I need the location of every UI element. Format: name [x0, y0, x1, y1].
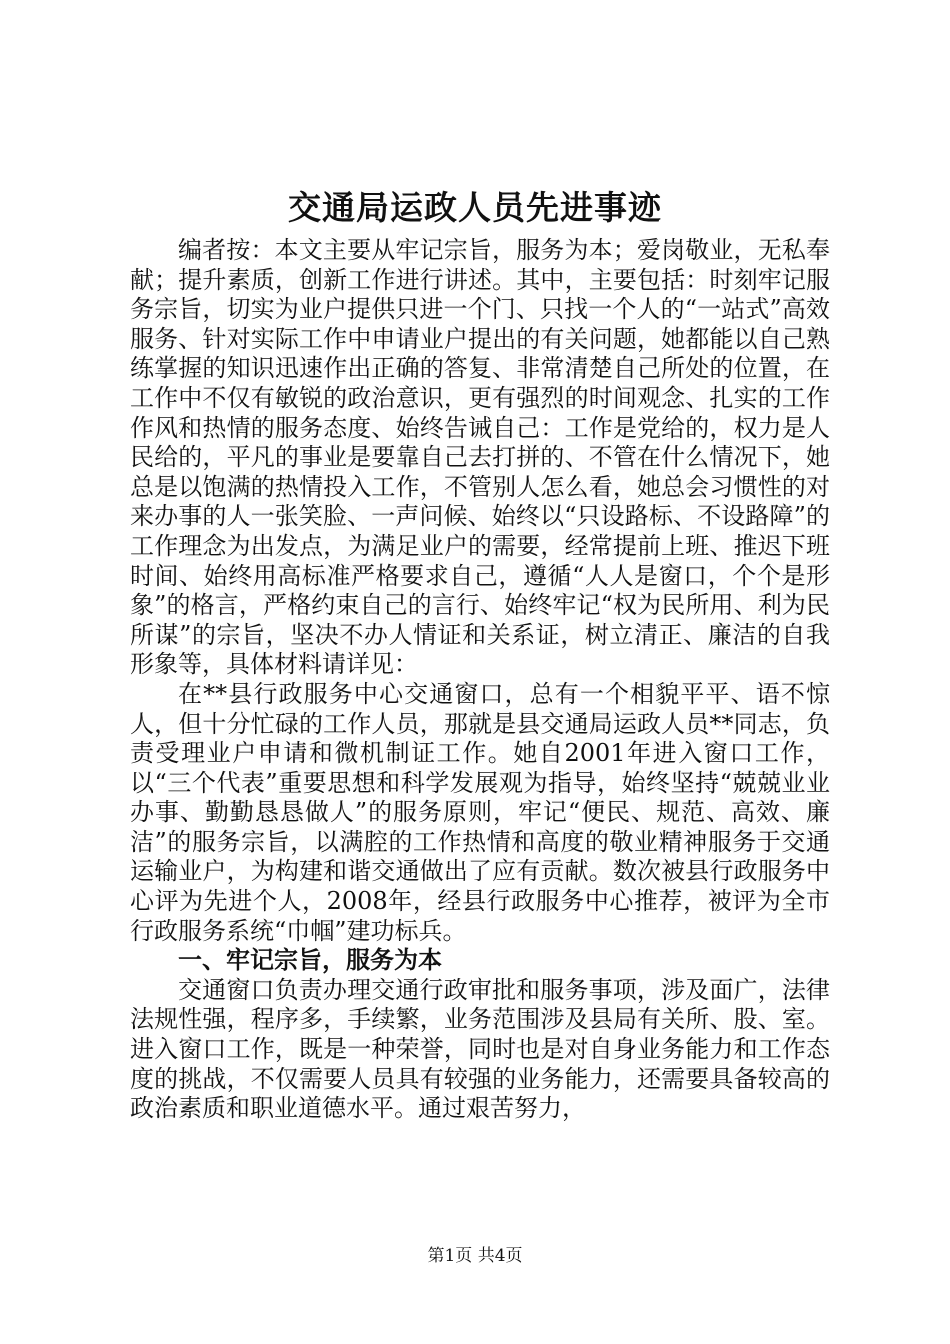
page-footer: 第1页 共4页: [427, 1246, 523, 1266]
document-body: [130, 236, 830, 1124]
intro-paragraph: 在**县行政服务中心交通窗口，总有一个相貌平平、语不惊人，但十分忙碌的工作人员，那就是县交通局运政人员**同志，负责受理业户申请和微机制证工作。她自2001年进入窗口工作，以“三个代表”重要思想和科学发展观为指导，始终坚持“兢兢业业办事、勤勤恳恳做人”的服务原则，牢记“便民、规范、高效、廉洁”的服务宗旨，以满腔的工作热情和高度的敬业精神服务于交通运输业户，为构建和谐交通做出了应有贡献。数次被县行政服务中心评为先进个人，2008年，经县行政服务中心推荐，被评为全市行政服务系统“巾帼”建功标兵。: [130, 679, 830, 945]
section-paragraph: 交通窗口负责办理交通行政审批和服务事项，涉及面广，法律法规性强，程序多，手续繁，业务范围涉及县局有关所、股、室。进入窗口工作，既是一种荣誉，同时也是对自身业务能力和工作态度的挑战，不仅需要人员具有较强的业务能力，还需要具备较高的政治素质和职业道德水平。通过艰苦努力，: [130, 975, 830, 1123]
editor-note-paragraph: 编者按：本文主要从牢记宗旨，服务为本；爱岗敬业，无私奉献；提升素质，创新工作进行讲述。其中，主要包括：时刻牢记服务宗旨，切实为业户提供只进一个门、只找一个人的“一站式”高效服务、针对实际工作中申请业户提出的有关问题，她都能以自己熟练掌握的知识迅速作出正确的答复、非常清楚自己所处的位置，在工作中不仅有敏锐的政治意识，更有强烈的时间观念、扎实的工作作风和热情的服务态度、始终告诫自己：工作是党给的，权力是人民给的，平凡的事业是要靠自己去打拼的、不管在什么情况下，她总是以饱满的热情投入工作，不管别人怎么看，她总会习惯性的对来办事的人一张笑脸、一声问候、始终以“只设路标、不设路障”的工作理念为出发点，为满足业户的需要，经常提前上班、推迟下班时间、始终用高标准严格要求自己，遵循“人人是窗口，个个是形象”的格言，严格约束自己的言行、始终牢记“权为民所用、利为民所谋”的宗旨，坚决不办人情证和关系证，树立清正、廉洁的自我形象等，具体材料请详见：: [130, 236, 830, 679]
document-title: 交通局运政人员先进事迹: [288, 188, 662, 227]
section-heading: 一、牢记宗旨，服务为本: [178, 946, 442, 975]
